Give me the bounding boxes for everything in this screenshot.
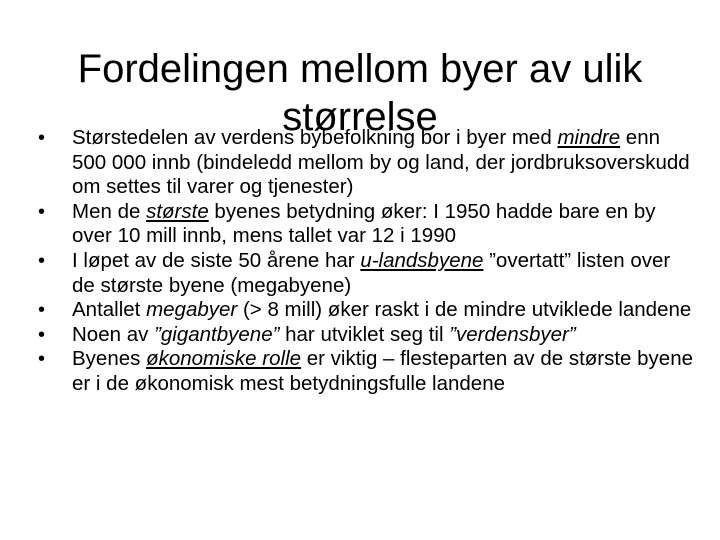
bullet-dot-icon: • xyxy=(38,299,46,322)
bullet-item-3 xyxy=(38,249,694,298)
bullet-text: er viktig – flesteparten av de største byene er i de økonomisk mest betydningsfulle landene xyxy=(72,347,694,395)
bullet-text: byenes betydning øker: I 1950 hadde bare en by over 10 mill innb, mens tallet var 12 i 1990 xyxy=(72,199,656,248)
title-line-2: størrelse xyxy=(282,94,438,139)
bullet-emphasis: mindre xyxy=(557,126,621,149)
bullet-text: Antallet xyxy=(72,298,147,322)
bullet-emphasis: ”gigantbyene” xyxy=(154,322,280,346)
bullet-dot-icon: • xyxy=(38,348,46,371)
bullet-text: Byenes xyxy=(72,347,147,371)
bullet-dot-icon: • xyxy=(38,323,46,346)
bullet-item-6 xyxy=(38,347,694,396)
bullet-dot-icon: • xyxy=(38,200,46,223)
bullet-item-2 xyxy=(38,200,694,249)
bullet-item-1 xyxy=(38,126,694,200)
bullet-dot-icon: • xyxy=(38,249,46,272)
bullet-text: Noen av xyxy=(72,322,155,346)
bullet-text: Størstedelen av verdens bybefolkning bor i byer med xyxy=(72,126,558,149)
bullet-text: har utviklet seg til xyxy=(279,322,450,346)
bullet-text: enn 500 000 innb (bindeledd mellom by og land, der jordbruksoverskudd om settes til varer og tjenester) xyxy=(72,126,690,199)
bullet-text: (> 8 mill) øker raskt i de mindre utviklede landene xyxy=(237,298,692,322)
bullet-emphasis: megabyer xyxy=(146,298,238,322)
bullet-item-4 xyxy=(38,298,694,323)
bullet-item-5 xyxy=(38,323,694,348)
bullet-text: I løpet av de siste 50 årene har xyxy=(72,248,361,272)
bullet-emphasis: ”verdensbyer” xyxy=(449,322,576,346)
bullet-list xyxy=(38,126,694,397)
title-line-1: Fordelingen mellom byer av ulik xyxy=(77,46,643,91)
bullet-dot-icon: • xyxy=(38,127,46,149)
bullet-emphasis: økonomiske rolle xyxy=(146,347,302,371)
bullet-emphasis: u-landsbyene xyxy=(360,248,484,272)
bullet-text: ”overtatt” listen over de største byene (megabyene) xyxy=(72,248,671,297)
bullet-emphasis: største xyxy=(146,199,209,223)
bullet-text: Men de xyxy=(72,199,147,223)
